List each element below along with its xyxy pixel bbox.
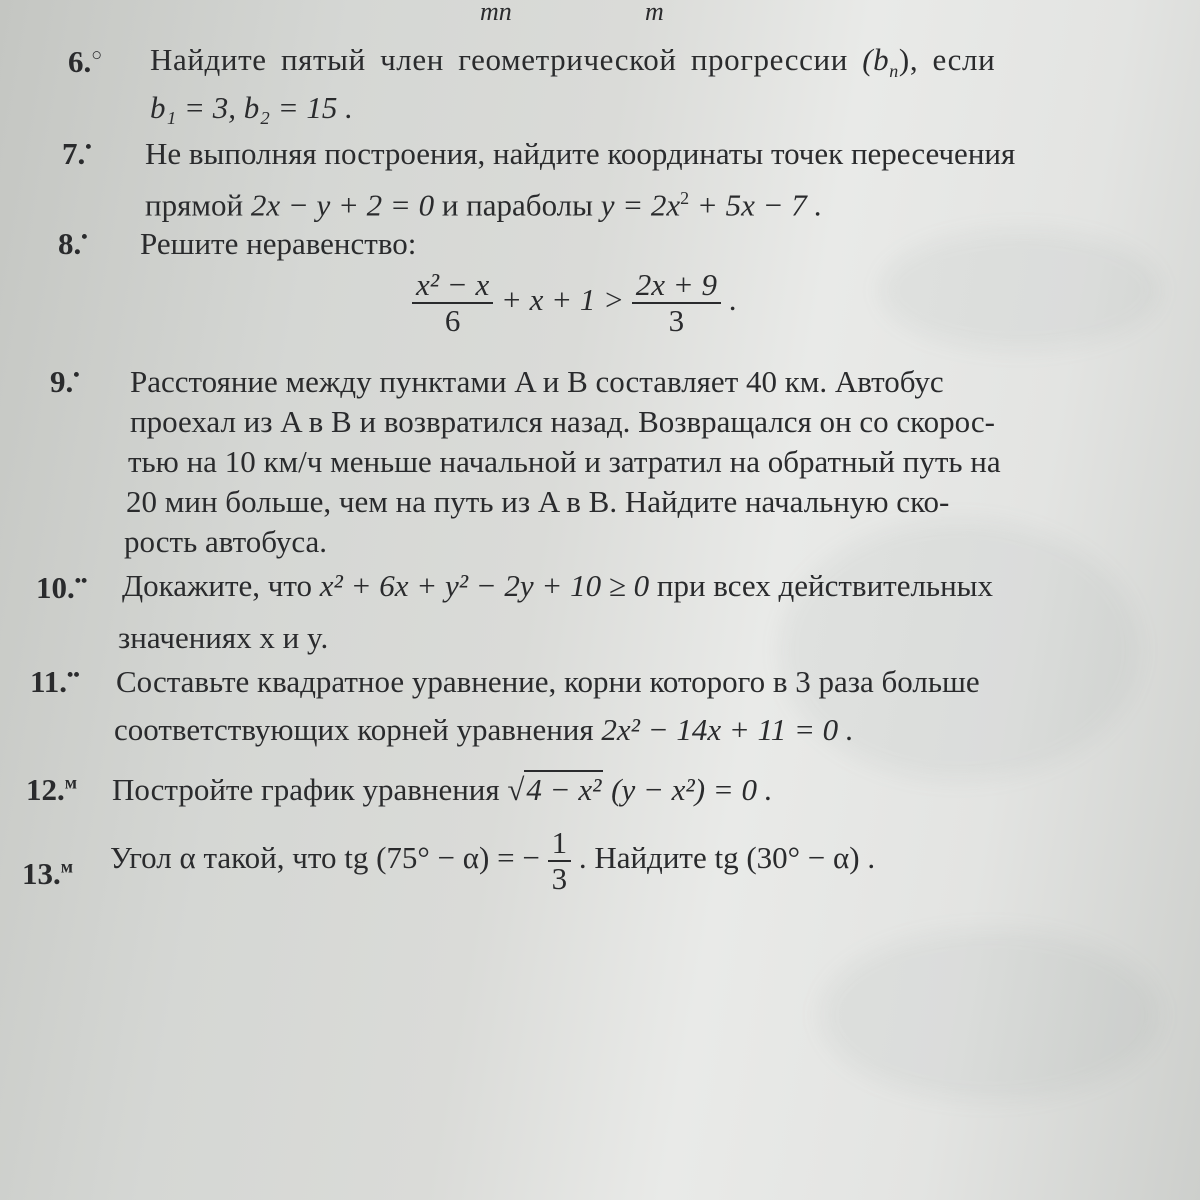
sqrt-radicand: 4 − x²	[526, 772, 602, 807]
problem-9-line: тью на 10 км/ч меньше начальной и затратил на обратный путь на	[128, 444, 1001, 479]
problem-9-line: Расстояние между пунктами A и B составляет 40 км. Автобус	[130, 364, 944, 399]
problem-13-line: Угол α такой, что tg (75° − α) = − $\frac{1}{3}$ . Найдите tg (30° − α) .	[110, 825, 876, 896]
problem-7-line2: прямой 2x − y + 2 = 0 и параболы $y = 2x^2 + 5x - 7$ .	[145, 187, 823, 223]
bleed-through-shadow	[820, 930, 1160, 1100]
problem-13-number: 13.$^м$	[22, 856, 74, 891]
top-fragment-right: m	[645, 0, 664, 26]
fraction-right: $\frac{2x + 9}{3}$	[632, 268, 721, 338]
problem-8-number: 8.•	[58, 226, 88, 261]
problem-10-line1: Докажите, что x² + 6x + y² − 2y + 10 ≥ 0 при всех действительных	[122, 568, 993, 603]
fraction-one-third: $\frac{1}{3}$	[548, 826, 572, 896]
problem-7-number: 7.•	[62, 136, 92, 171]
problem-9-number: 9.•	[50, 364, 80, 399]
problem-11-number: 11.••	[30, 664, 80, 699]
problem-7-line1: Не выполняя построения, найдите координаты точек пересечения	[145, 136, 1016, 171]
problem-6-line1: Найдите пятый член геометрической прогрессии $(b_n)$, если	[150, 42, 996, 82]
problem-9-line: проехал из A в B и возвратился назад. Возвращался он со скорос-	[130, 404, 996, 439]
problem-9-line: рость автобуса.	[124, 524, 327, 559]
bleed-through-shadow	[880, 230, 1160, 350]
problem-6-line2: b₁ = 3, b₂ = 15 .	[150, 90, 353, 125]
problem-10-number: 10.••	[36, 570, 88, 605]
problem-9-line: 20 мин больше, чем на путь из A в B. Найдите начальную ско-	[126, 484, 950, 519]
problem-11-line2: соответствующих корней уравнения 2x² − 14x + 11 = 0 .	[114, 712, 854, 747]
problem-8-inequality: $\frac{\text{x² − x}}{6}$ + x + 1 > $\frac{2x + 9}{3}$ .	[412, 268, 736, 338]
top-fragment-left: mn	[480, 0, 512, 26]
fraction-left: $\frac{\text{x² − x}}{6}$	[412, 268, 493, 338]
problem-12-number: 12.$^м$	[26, 772, 78, 807]
problem-8-line1: Решите неравенство:	[140, 226, 417, 261]
problem-6-number: 6.○	[68, 44, 103, 79]
problem-11-line1: Составьте квадратное уравнение, корни которого в 3 раза больше	[116, 664, 980, 699]
problem-10-line2: значениях x и y.	[118, 620, 329, 655]
problem-12-line1: Постройте график уравнения √4 − x² (y − x²) = 0 .	[112, 772, 773, 807]
sqrt-symbol: √	[507, 772, 525, 807]
